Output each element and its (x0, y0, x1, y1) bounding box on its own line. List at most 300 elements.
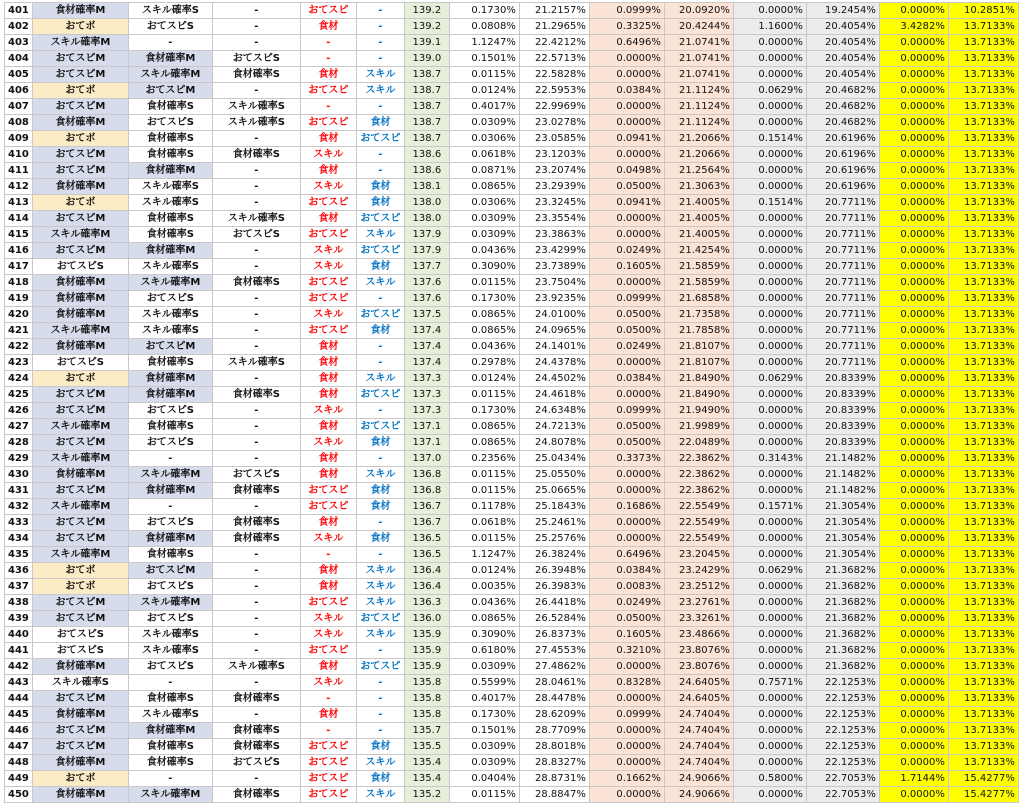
sub-skill-1-cell: 食材確率M (128, 243, 212, 259)
cumulative-probability-b-cell: 24.7404% (664, 755, 733, 771)
main-skill-cell: おてスピM (32, 739, 128, 755)
cumulative-probability-cell: 26.5284% (519, 611, 589, 627)
table-row (5, 755, 1019, 771)
row-index-cell: 440 (5, 627, 33, 643)
score-cell: 135.9 (404, 643, 449, 659)
cumulative-probability-c-cell: 21.3682% (806, 611, 879, 627)
nature-down-cell: おてスピ (356, 387, 404, 403)
score-cell: 137.3 (404, 387, 449, 403)
probability-cell: 0.0436% (449, 339, 519, 355)
table-row (5, 163, 1019, 179)
sub-skill-1-cell: 食材確率M (128, 483, 212, 499)
sub-skill-2-cell: - (212, 451, 300, 467)
probability-cell: 0.1730% (449, 3, 519, 19)
nature-down-cell: - (356, 51, 404, 67)
probability-b-cell: 0.1605% (589, 627, 664, 643)
nature-up-cell: 食材 (300, 579, 356, 595)
probability-d-cell: 0.0000% (879, 707, 948, 723)
nature-down-cell: スキル (356, 579, 404, 595)
cumulative-probability-cell: 24.0100% (519, 307, 589, 323)
cumulative-probability-d-cell: 13.7133% (948, 115, 1018, 131)
probability-d-cell: 0.0000% (879, 499, 948, 515)
nature-down-cell: おてスピ (356, 419, 404, 435)
nature-down-cell: - (356, 547, 404, 563)
score-cell: 137.1 (404, 435, 449, 451)
nature-down-cell: スキル (356, 67, 404, 83)
sub-skill-2-cell: - (212, 499, 300, 515)
main-skill-cell: おてスピS (32, 643, 128, 659)
sub-skill-1-cell: おてスピS (128, 611, 212, 627)
probability-c-cell: 0.0000% (733, 275, 806, 291)
probability-b-cell: 0.0999% (589, 403, 664, 419)
probability-cell: 0.3090% (449, 259, 519, 275)
probability-cell: 0.1501% (449, 723, 519, 739)
sub-skill-2-cell: スキル確率S (212, 659, 300, 675)
cumulative-probability-cell: 23.4299% (519, 243, 589, 259)
table-row (5, 787, 1019, 803)
cumulative-probability-b-cell: 21.8107% (664, 355, 733, 371)
probability-b-cell: 0.0083% (589, 579, 664, 595)
probability-d-cell: 0.0000% (879, 627, 948, 643)
cumulative-probability-d-cell: 13.7133% (948, 483, 1018, 499)
score-cell: 136.4 (404, 579, 449, 595)
sub-skill-2-cell: おてスピS (212, 755, 300, 771)
probability-d-cell: 0.0000% (879, 67, 948, 83)
sub-skill-2-cell: - (212, 643, 300, 659)
cumulative-probability-b-cell: 21.5859% (664, 259, 733, 275)
nature-down-cell: - (356, 707, 404, 723)
probability-b-cell: 0.0500% (589, 435, 664, 451)
score-cell: 137.9 (404, 227, 449, 243)
score-cell: 138.6 (404, 147, 449, 163)
table-row (5, 419, 1019, 435)
score-cell: 135.4 (404, 755, 449, 771)
cumulative-probability-c-cell: 20.8339% (806, 403, 879, 419)
nature-up-cell: スキル (300, 243, 356, 259)
row-index-cell: 410 (5, 147, 33, 163)
sub-skill-2-cell: - (212, 243, 300, 259)
cumulative-probability-d-cell: 15.4277% (948, 771, 1018, 787)
sub-skill-1-cell: 食材確率S (128, 419, 212, 435)
probability-c-cell: 0.1571% (733, 499, 806, 515)
sub-skill-2-cell: 食材確率S (212, 739, 300, 755)
row-index-cell: 414 (5, 211, 33, 227)
score-cell: 139.0 (404, 51, 449, 67)
row-index-cell: 432 (5, 499, 33, 515)
cumulative-probability-b-cell: 21.8490% (664, 371, 733, 387)
nature-down-cell: - (356, 3, 404, 19)
probability-c-cell: 0.0000% (733, 211, 806, 227)
score-cell: 138.0 (404, 195, 449, 211)
nature-down-cell: スキル (356, 227, 404, 243)
cumulative-probability-d-cell: 13.7133% (948, 563, 1018, 579)
score-cell: 136.7 (404, 515, 449, 531)
cumulative-probability-cell: 23.9235% (519, 291, 589, 307)
nature-down-cell: - (356, 99, 404, 115)
probability-c-cell: 0.1514% (733, 195, 806, 211)
cumulative-probability-d-cell: 13.7133% (948, 211, 1018, 227)
main-skill-cell: 食材確率M (32, 115, 128, 131)
score-cell: 135.2 (404, 787, 449, 803)
cumulative-probability-b-cell: 22.5549% (664, 499, 733, 515)
cumulative-probability-c-cell: 21.3682% (806, 595, 879, 611)
nature-down-cell: スキル (356, 627, 404, 643)
probability-b-cell: 0.0999% (589, 707, 664, 723)
probability-d-cell: 0.0000% (879, 659, 948, 675)
sub-skill-2-cell: 食材確率S (212, 147, 300, 163)
sub-skill-1-cell: スキル確率S (128, 195, 212, 211)
score-cell: 136.7 (404, 499, 449, 515)
table-row (5, 451, 1019, 467)
cumulative-probability-b-cell: 22.3862% (664, 483, 733, 499)
sub-skill-2-cell: スキル確率S (212, 211, 300, 227)
cumulative-probability-cell: 24.0965% (519, 323, 589, 339)
cumulative-probability-d-cell: 13.7133% (948, 595, 1018, 611)
row-index-cell: 442 (5, 659, 33, 675)
cumulative-probability-cell: 23.3554% (519, 211, 589, 227)
score-cell: 136.0 (404, 611, 449, 627)
sub-skill-1-cell: 食材確率M (128, 371, 212, 387)
probability-d-cell: 0.0000% (879, 723, 948, 739)
nature-up-cell: スキル (300, 435, 356, 451)
cumulative-probability-c-cell: 20.7711% (806, 211, 879, 227)
score-cell: 135.9 (404, 659, 449, 675)
score-cell: 139.2 (404, 3, 449, 19)
row-index-cell: 403 (5, 35, 33, 51)
nature-down-cell: おてスピ (356, 307, 404, 323)
probability-cell: 0.0115% (449, 787, 519, 803)
main-skill-cell: おてボ (32, 83, 128, 99)
nature-up-cell: スキル (300, 179, 356, 195)
cumulative-probability-b-cell: 20.4244% (664, 19, 733, 35)
sub-skill-2-cell: 食材確率S (212, 691, 300, 707)
probability-b-cell: 0.0000% (589, 51, 664, 67)
probability-d-cell: 0.0000% (879, 483, 948, 499)
sub-skill-1-cell: スキル確率S (128, 307, 212, 323)
main-skill-cell: おてスピM (32, 403, 128, 419)
probability-b-cell: 0.0000% (589, 355, 664, 371)
sub-skill-2-cell: - (212, 163, 300, 179)
table-row (5, 515, 1019, 531)
nature-up-cell: 食材 (300, 467, 356, 483)
cumulative-probability-cell: 23.2074% (519, 163, 589, 179)
sub-skill-2-cell: - (212, 307, 300, 323)
probability-cell: 0.0124% (449, 83, 519, 99)
cumulative-probability-cell: 27.4553% (519, 643, 589, 659)
row-index-cell: 448 (5, 755, 33, 771)
nature-down-cell: おてスピ (356, 131, 404, 147)
probability-cell: 0.0871% (449, 163, 519, 179)
probability-cell: 0.0115% (449, 387, 519, 403)
sub-skill-1-cell: スキル確率M (128, 787, 212, 803)
cumulative-probability-d-cell: 13.7133% (948, 403, 1018, 419)
probability-b-cell: 0.0000% (589, 115, 664, 131)
row-index-cell: 411 (5, 163, 33, 179)
probability-c-cell: 0.0000% (733, 691, 806, 707)
nature-down-cell: おてスピ (356, 243, 404, 259)
cumulative-probability-d-cell: 13.7133% (948, 643, 1018, 659)
cumulative-probability-b-cell: 22.3862% (664, 467, 733, 483)
sub-skill-2-cell: - (212, 675, 300, 691)
probability-d-cell: 0.0000% (879, 307, 948, 323)
score-cell: 137.3 (404, 403, 449, 419)
cumulative-probability-b-cell: 24.7404% (664, 707, 733, 723)
nature-down-cell: - (356, 675, 404, 691)
probability-b-cell: 0.3325% (589, 19, 664, 35)
table-row (5, 115, 1019, 131)
cumulative-probability-b-cell: 21.0741% (664, 51, 733, 67)
row-index-cell: 419 (5, 291, 33, 307)
cumulative-probability-c-cell: 22.1253% (806, 675, 879, 691)
probability-c-cell: 0.0000% (733, 291, 806, 307)
score-cell: 139.2 (404, 19, 449, 35)
sub-skill-2-cell: - (212, 83, 300, 99)
nature-up-cell: おてスピ (300, 115, 356, 131)
sub-skill-2-cell: - (212, 419, 300, 435)
probability-b-cell: 0.0000% (589, 515, 664, 531)
probability-cell: 0.0115% (449, 67, 519, 83)
probability-b-cell: 0.0000% (589, 483, 664, 499)
probability-b-cell: 0.0000% (589, 147, 664, 163)
cumulative-probability-b-cell: 23.8076% (664, 659, 733, 675)
cumulative-probability-c-cell: 20.7711% (806, 355, 879, 371)
cumulative-probability-b-cell: 22.5549% (664, 531, 733, 547)
table-row (5, 595, 1019, 611)
score-cell: 136.4 (404, 563, 449, 579)
score-cell: 138.7 (404, 83, 449, 99)
main-skill-cell: おてスピM (32, 51, 128, 67)
cumulative-probability-c-cell: 20.4054% (806, 51, 879, 67)
probability-d-cell: 0.0000% (879, 115, 948, 131)
main-skill-cell: 食材確率M (32, 275, 128, 291)
probability-c-cell: 0.5800% (733, 771, 806, 787)
table-row (5, 211, 1019, 227)
nature-down-cell: スキル (356, 755, 404, 771)
row-index-cell: 424 (5, 371, 33, 387)
nature-up-cell: - (300, 35, 356, 51)
cumulative-probability-b-cell: 21.1124% (664, 99, 733, 115)
probability-b-cell: 0.0000% (589, 467, 664, 483)
nature-up-cell: スキル (300, 403, 356, 419)
sub-skill-1-cell: おてスピS (128, 435, 212, 451)
row-index-cell: 402 (5, 19, 33, 35)
cumulative-probability-cell: 26.3983% (519, 579, 589, 595)
probability-b-cell: 0.0941% (589, 195, 664, 211)
table-row (5, 723, 1019, 739)
nature-up-cell: おてスピ (300, 195, 356, 211)
probability-cell: 0.0404% (449, 771, 519, 787)
cumulative-probability-d-cell: 13.7133% (948, 659, 1018, 675)
nature-up-cell: おてスピ (300, 291, 356, 307)
table-row (5, 195, 1019, 211)
table-row (5, 611, 1019, 627)
cumulative-probability-d-cell: 13.7133% (948, 627, 1018, 643)
row-index-cell: 435 (5, 547, 33, 563)
sub-skill-1-cell: 食材確率S (128, 211, 212, 227)
score-cell: 138.6 (404, 163, 449, 179)
row-index-cell: 421 (5, 323, 33, 339)
probability-b-cell: 0.0000% (589, 99, 664, 115)
probability-c-cell: 0.0000% (733, 243, 806, 259)
sub-skill-1-cell: スキル確率S (128, 179, 212, 195)
main-skill-cell: スキル確率M (32, 451, 128, 467)
cumulative-probability-cell: 28.8731% (519, 771, 589, 787)
nature-up-cell: 食材 (300, 131, 356, 147)
cumulative-probability-cell: 28.8327% (519, 755, 589, 771)
nature-up-cell: 食材 (300, 163, 356, 179)
nature-up-cell: おてスピ (300, 755, 356, 771)
main-skill-cell: おてスピM (32, 483, 128, 499)
sub-skill-2-cell: - (212, 611, 300, 627)
cumulative-probability-cell: 26.4418% (519, 595, 589, 611)
row-index-cell: 427 (5, 419, 33, 435)
nature-up-cell: 食材 (300, 451, 356, 467)
nature-down-cell: スキル (356, 371, 404, 387)
main-skill-cell: おてボ (32, 371, 128, 387)
probability-b-cell: 0.0000% (589, 755, 664, 771)
probability-d-cell: 0.0000% (879, 211, 948, 227)
cumulative-probability-cell: 23.3863% (519, 227, 589, 243)
nature-down-cell: スキル (356, 595, 404, 611)
score-cell: 138.7 (404, 131, 449, 147)
cumulative-probability-b-cell: 24.9066% (664, 771, 733, 787)
cumulative-probability-b-cell: 21.4005% (664, 227, 733, 243)
table-row (5, 243, 1019, 259)
probability-b-cell: 0.0500% (589, 419, 664, 435)
nature-up-cell: おてスピ (300, 275, 356, 291)
cumulative-probability-b-cell: 21.9490% (664, 403, 733, 419)
cumulative-probability-cell: 28.6209% (519, 707, 589, 723)
probability-cell: 0.0309% (449, 659, 519, 675)
probability-c-cell: 0.0000% (733, 163, 806, 179)
sub-skill-2-cell: - (212, 595, 300, 611)
cumulative-probability-c-cell: 20.8339% (806, 371, 879, 387)
probability-d-cell: 0.0000% (879, 435, 948, 451)
row-index-cell: 412 (5, 179, 33, 195)
nature-up-cell: おてスピ (300, 323, 356, 339)
cumulative-probability-c-cell: 19.2454% (806, 3, 879, 19)
probability-cell: 0.0124% (449, 371, 519, 387)
cumulative-probability-d-cell: 13.7133% (948, 35, 1018, 51)
cumulative-probability-c-cell: 20.7711% (806, 259, 879, 275)
main-skill-cell: おてスピS (32, 355, 128, 371)
main-skill-cell: 食材確率M (32, 179, 128, 195)
cumulative-probability-c-cell: 20.8339% (806, 387, 879, 403)
nature-down-cell: - (356, 723, 404, 739)
probability-b-cell: 0.0000% (589, 227, 664, 243)
nature-up-cell: スキル (300, 531, 356, 547)
cumulative-probability-b-cell: 21.2066% (664, 147, 733, 163)
nature-down-cell: 食材 (356, 739, 404, 755)
sub-skill-1-cell: スキル確率S (128, 707, 212, 723)
sub-skill-2-cell: 食材確率S (212, 67, 300, 83)
cumulative-probability-cell: 22.5953% (519, 83, 589, 99)
cumulative-probability-cell: 22.5713% (519, 51, 589, 67)
sub-skill-1-cell: 食材確率M (128, 163, 212, 179)
cumulative-probability-cell: 23.7504% (519, 275, 589, 291)
sub-skill-2-cell: 食材確率S (212, 387, 300, 403)
cumulative-probability-b-cell: 21.1124% (664, 83, 733, 99)
table-row (5, 131, 1019, 147)
nature-up-cell: 食材 (300, 387, 356, 403)
probability-d-cell: 0.0000% (879, 3, 948, 19)
cumulative-probability-d-cell: 13.7133% (948, 387, 1018, 403)
cumulative-probability-d-cell: 13.7133% (948, 691, 1018, 707)
probability-cell: 0.1730% (449, 707, 519, 723)
probability-c-cell: 0.0000% (733, 787, 806, 803)
probability-b-cell: 0.0249% (589, 595, 664, 611)
cumulative-probability-b-cell: 22.3862% (664, 451, 733, 467)
sub-skill-2-cell: - (212, 339, 300, 355)
sub-skill-2-cell: - (212, 179, 300, 195)
nature-up-cell: 食材 (300, 339, 356, 355)
cumulative-probability-d-cell: 13.7133% (948, 467, 1018, 483)
main-skill-cell: 食材確率M (32, 787, 128, 803)
cumulative-probability-d-cell: 13.7133% (948, 451, 1018, 467)
sub-skill-2-cell: - (212, 131, 300, 147)
cumulative-probability-b-cell: 23.2761% (664, 595, 733, 611)
probability-b-cell: 0.0500% (589, 179, 664, 195)
cumulative-probability-cell: 23.2939% (519, 179, 589, 195)
sub-skill-2-cell: おてスピS (212, 51, 300, 67)
cumulative-probability-cell: 28.4478% (519, 691, 589, 707)
probability-c-cell: 0.0000% (733, 307, 806, 323)
score-cell: 137.0 (404, 451, 449, 467)
nature-down-cell: - (356, 515, 404, 531)
cumulative-probability-c-cell: 20.6196% (806, 147, 879, 163)
probability-cell: 0.0865% (449, 419, 519, 435)
sub-skill-1-cell: 食材確率S (128, 147, 212, 163)
probability-b-cell: 0.6496% (589, 547, 664, 563)
cumulative-probability-cell: 26.3824% (519, 547, 589, 563)
sub-skill-2-cell: スキル確率S (212, 115, 300, 131)
sub-skill-1-cell: おてスピS (128, 515, 212, 531)
cumulative-probability-c-cell: 21.3682% (806, 563, 879, 579)
cumulative-probability-cell: 28.8018% (519, 739, 589, 755)
cumulative-probability-c-cell: 20.8339% (806, 435, 879, 451)
probability-c-cell: 0.0000% (733, 467, 806, 483)
nature-up-cell: 食材 (300, 19, 356, 35)
nature-down-cell: おてスピ (356, 611, 404, 627)
score-cell: 137.6 (404, 291, 449, 307)
cumulative-probability-b-cell: 21.4005% (664, 211, 733, 227)
row-index-cell: 438 (5, 595, 33, 611)
cumulative-probability-b-cell: 21.0741% (664, 67, 733, 83)
probability-d-cell: 0.0000% (879, 99, 948, 115)
cumulative-probability-cell: 25.0434% (519, 451, 589, 467)
probability-c-cell: 0.0000% (733, 3, 806, 19)
main-skill-cell: おてスピS (32, 627, 128, 643)
probability-c-cell: 0.0629% (733, 83, 806, 99)
probability-cell: 0.0865% (449, 307, 519, 323)
nature-down-cell: - (356, 339, 404, 355)
probability-d-cell: 0.0000% (879, 547, 948, 563)
cumulative-probability-c-cell: 21.1482% (806, 483, 879, 499)
probability-cell: 0.0309% (449, 227, 519, 243)
cumulative-probability-d-cell: 13.7133% (948, 323, 1018, 339)
row-index-cell: 445 (5, 707, 33, 723)
cumulative-probability-d-cell: 13.7133% (948, 611, 1018, 627)
probability-d-cell: 0.0000% (879, 35, 948, 51)
nature-up-cell: スキル (300, 259, 356, 275)
cumulative-probability-d-cell: 13.7133% (948, 739, 1018, 755)
cumulative-probability-cell: 28.0461% (519, 675, 589, 691)
probability-d-cell: 0.0000% (879, 291, 948, 307)
cumulative-probability-c-cell: 20.7711% (806, 291, 879, 307)
cumulative-probability-c-cell: 21.3682% (806, 579, 879, 595)
nature-up-cell: - (300, 691, 356, 707)
probability-b-cell: 0.8328% (589, 675, 664, 691)
